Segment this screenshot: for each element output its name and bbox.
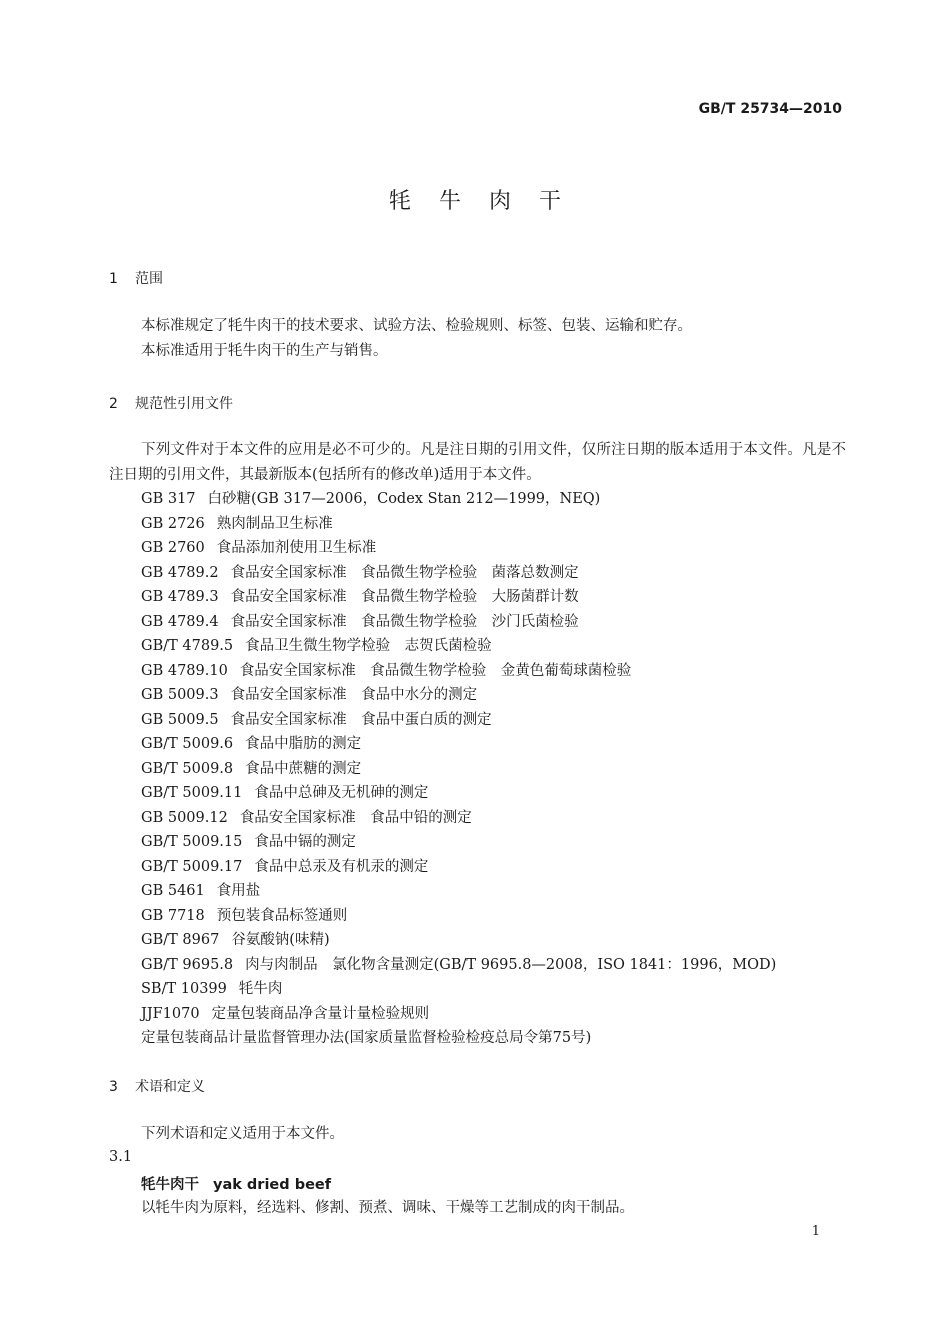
- reference-code: GB/T 4789.5: [141, 638, 234, 654]
- reference-code: GB 2726: [141, 515, 205, 532]
- reference-code: GB 5009.3: [141, 687, 219, 703]
- reference-code: GB 2760: [141, 540, 205, 556]
- scope-paragraph-1: 本标准规定了牦牛肉干的技术要求、试验方法、检验规则、标签、包装、运输和贮存。: [141, 318, 692, 334]
- reference-title: 食品安全国家标准 食品微生物学检验 菌落总数测定: [230, 564, 579, 581]
- section-heading-terms: [109, 1076, 205, 1096]
- reference-code: GB/T 5009.11: [141, 785, 243, 801]
- reference-code: GB/T 5009.15: [141, 834, 243, 850]
- references-intro: 下列文件对于本文件的应用是必不可少的。凡是注日期的引用文件，仅所注日期的版本适用于本文件。凡是不注日期的引用文件，其最新版本(包括所有的修改单)适用于本文件。: [109, 442, 846, 483]
- section-title: 规范性引用文件: [135, 396, 233, 412]
- reference-code: JJF1070: [141, 1005, 200, 1022]
- section-title: 术语和定义: [135, 1079, 205, 1095]
- reference-title: 食品安全国家标准 食品微生物学检验 沙门氏菌检验: [230, 613, 579, 630]
- page-number: 1: [811, 1224, 820, 1239]
- reference-title: 食品中总汞及有机汞的测定: [254, 858, 429, 875]
- reference-item: [141, 536, 776, 561]
- reference-item: [141, 683, 776, 708]
- term-name-en: yak dried beef: [213, 1177, 332, 1193]
- reference-title: 预包装食品标签通则: [216, 907, 348, 924]
- reference-code: GB 4789.2: [141, 564, 219, 581]
- reference-item: [141, 830, 776, 855]
- section-heading-scope: [109, 268, 163, 288]
- reference-item: [141, 585, 776, 610]
- reference-title: 食品卫生微生物学检验 志贺氏菌检验: [245, 638, 492, 654]
- reference-item: [141, 487, 776, 512]
- reference-code: GB 5461: [141, 883, 205, 899]
- reference-title: 谷氨酸钠(味精): [231, 932, 330, 948]
- reference-title: 牦牛肉: [238, 981, 283, 997]
- section-title: 范围: [135, 271, 163, 287]
- reference-code: GB 4789.4: [141, 613, 219, 630]
- reference-code: GB 317: [141, 491, 196, 507]
- reference-title: 肉与肉制品 氯化物含量测定(GB/T 9695.8—2008，ISO 1841：1996，MOD): [245, 956, 777, 973]
- reference-title: 定量包装商品计量监督管理办法(国家质量监督检验检疫总局令第75号): [141, 1030, 592, 1046]
- reference-code: GB 5009.5: [141, 711, 219, 728]
- section-number: 2: [109, 396, 118, 412]
- reference-item: [141, 634, 776, 659]
- reference-item: [141, 977, 776, 1002]
- reference-code: GB/T 5009.17: [141, 858, 243, 875]
- reference-title: 食品添加剂使用卫生标准: [216, 540, 377, 556]
- reference-item: [141, 732, 776, 757]
- reference-title: 熟肉制品卫生标准: [216, 515, 333, 532]
- reference-item: [141, 1026, 776, 1051]
- reference-title: 食品中脂肪的测定: [245, 736, 362, 752]
- reference-item: [141, 953, 776, 978]
- reference-title: 食品安全国家标准 食品中蛋白质的测定: [230, 711, 492, 728]
- scope-paragraph-2: 本标准适用于牦牛肉干的生产与销售。: [141, 343, 388, 359]
- reference-code: GB/T 9695.8: [141, 956, 234, 973]
- reference-title: 食品安全国家标准 食品中水分的测定: [230, 687, 478, 703]
- term-name: [141, 1173, 331, 1194]
- reference-item: [141, 806, 776, 831]
- standard-code: GB/T 25734—2010: [698, 101, 842, 117]
- reference-item: [141, 855, 776, 880]
- reference-code: GB 4789.3: [141, 589, 219, 605]
- reference-title: 食品中镉的测定: [254, 834, 356, 850]
- reference-item: [141, 904, 776, 929]
- terms-intro: 下列术语和定义适用于本文件。: [141, 1126, 344, 1142]
- reference-item: [141, 561, 776, 586]
- reference-title: 食用盐: [216, 883, 261, 899]
- section-heading-normative-references: [109, 393, 233, 413]
- reference-item: [141, 1002, 776, 1027]
- section-number: 1: [109, 271, 118, 287]
- reference-title: 食品安全国家标准 食品微生物学检验 大肠菌群计数: [230, 589, 579, 605]
- reference-code: GB/T 8967: [141, 932, 220, 948]
- reference-item: [141, 512, 776, 537]
- reference-item: [141, 928, 776, 953]
- reference-title: 食品中蔗糖的测定: [245, 760, 362, 777]
- reference-code: GB/T 5009.6: [141, 736, 234, 752]
- reference-code: GB/T 5009.8: [141, 760, 234, 777]
- reference-item: [141, 659, 776, 684]
- reference-code: GB 4789.10: [141, 662, 228, 679]
- reference-code: GB 7718: [141, 907, 205, 924]
- reference-code: SB/T 10399: [141, 981, 227, 997]
- reference-code: GB 5009.12: [141, 809, 228, 826]
- reference-item: [141, 879, 776, 904]
- reference-list: [141, 487, 776, 1051]
- reference-item: [141, 610, 776, 635]
- reference-title: 定量包装商品净含量计量检验规则: [211, 1005, 430, 1022]
- reference-title: 食品安全国家标准 食品中铅的测定: [239, 809, 472, 826]
- reference-title: 食品安全国家标准 食品微生物学检验 金黄色葡萄球菌检验: [239, 662, 632, 679]
- term-number: 3.1: [109, 1149, 133, 1165]
- reference-item: [141, 781, 776, 806]
- reference-title: 白砂糖(GB 317—2006，Codex Stan 212—1999，NEQ): [207, 491, 601, 507]
- term-definition: 以牦牛肉为原料，经选料、修割、预煮、调味、干燥等工艺制成的肉干制品。: [141, 1200, 634, 1216]
- document-title: 牦牛肉干: [388, 189, 589, 214]
- reference-item: [141, 757, 776, 782]
- term-name-cn: 牦牛肉干: [141, 1177, 199, 1193]
- reference-item: [141, 708, 776, 733]
- section-number: 3: [109, 1079, 118, 1095]
- reference-title: 食品中总砷及无机砷的测定: [254, 785, 429, 801]
